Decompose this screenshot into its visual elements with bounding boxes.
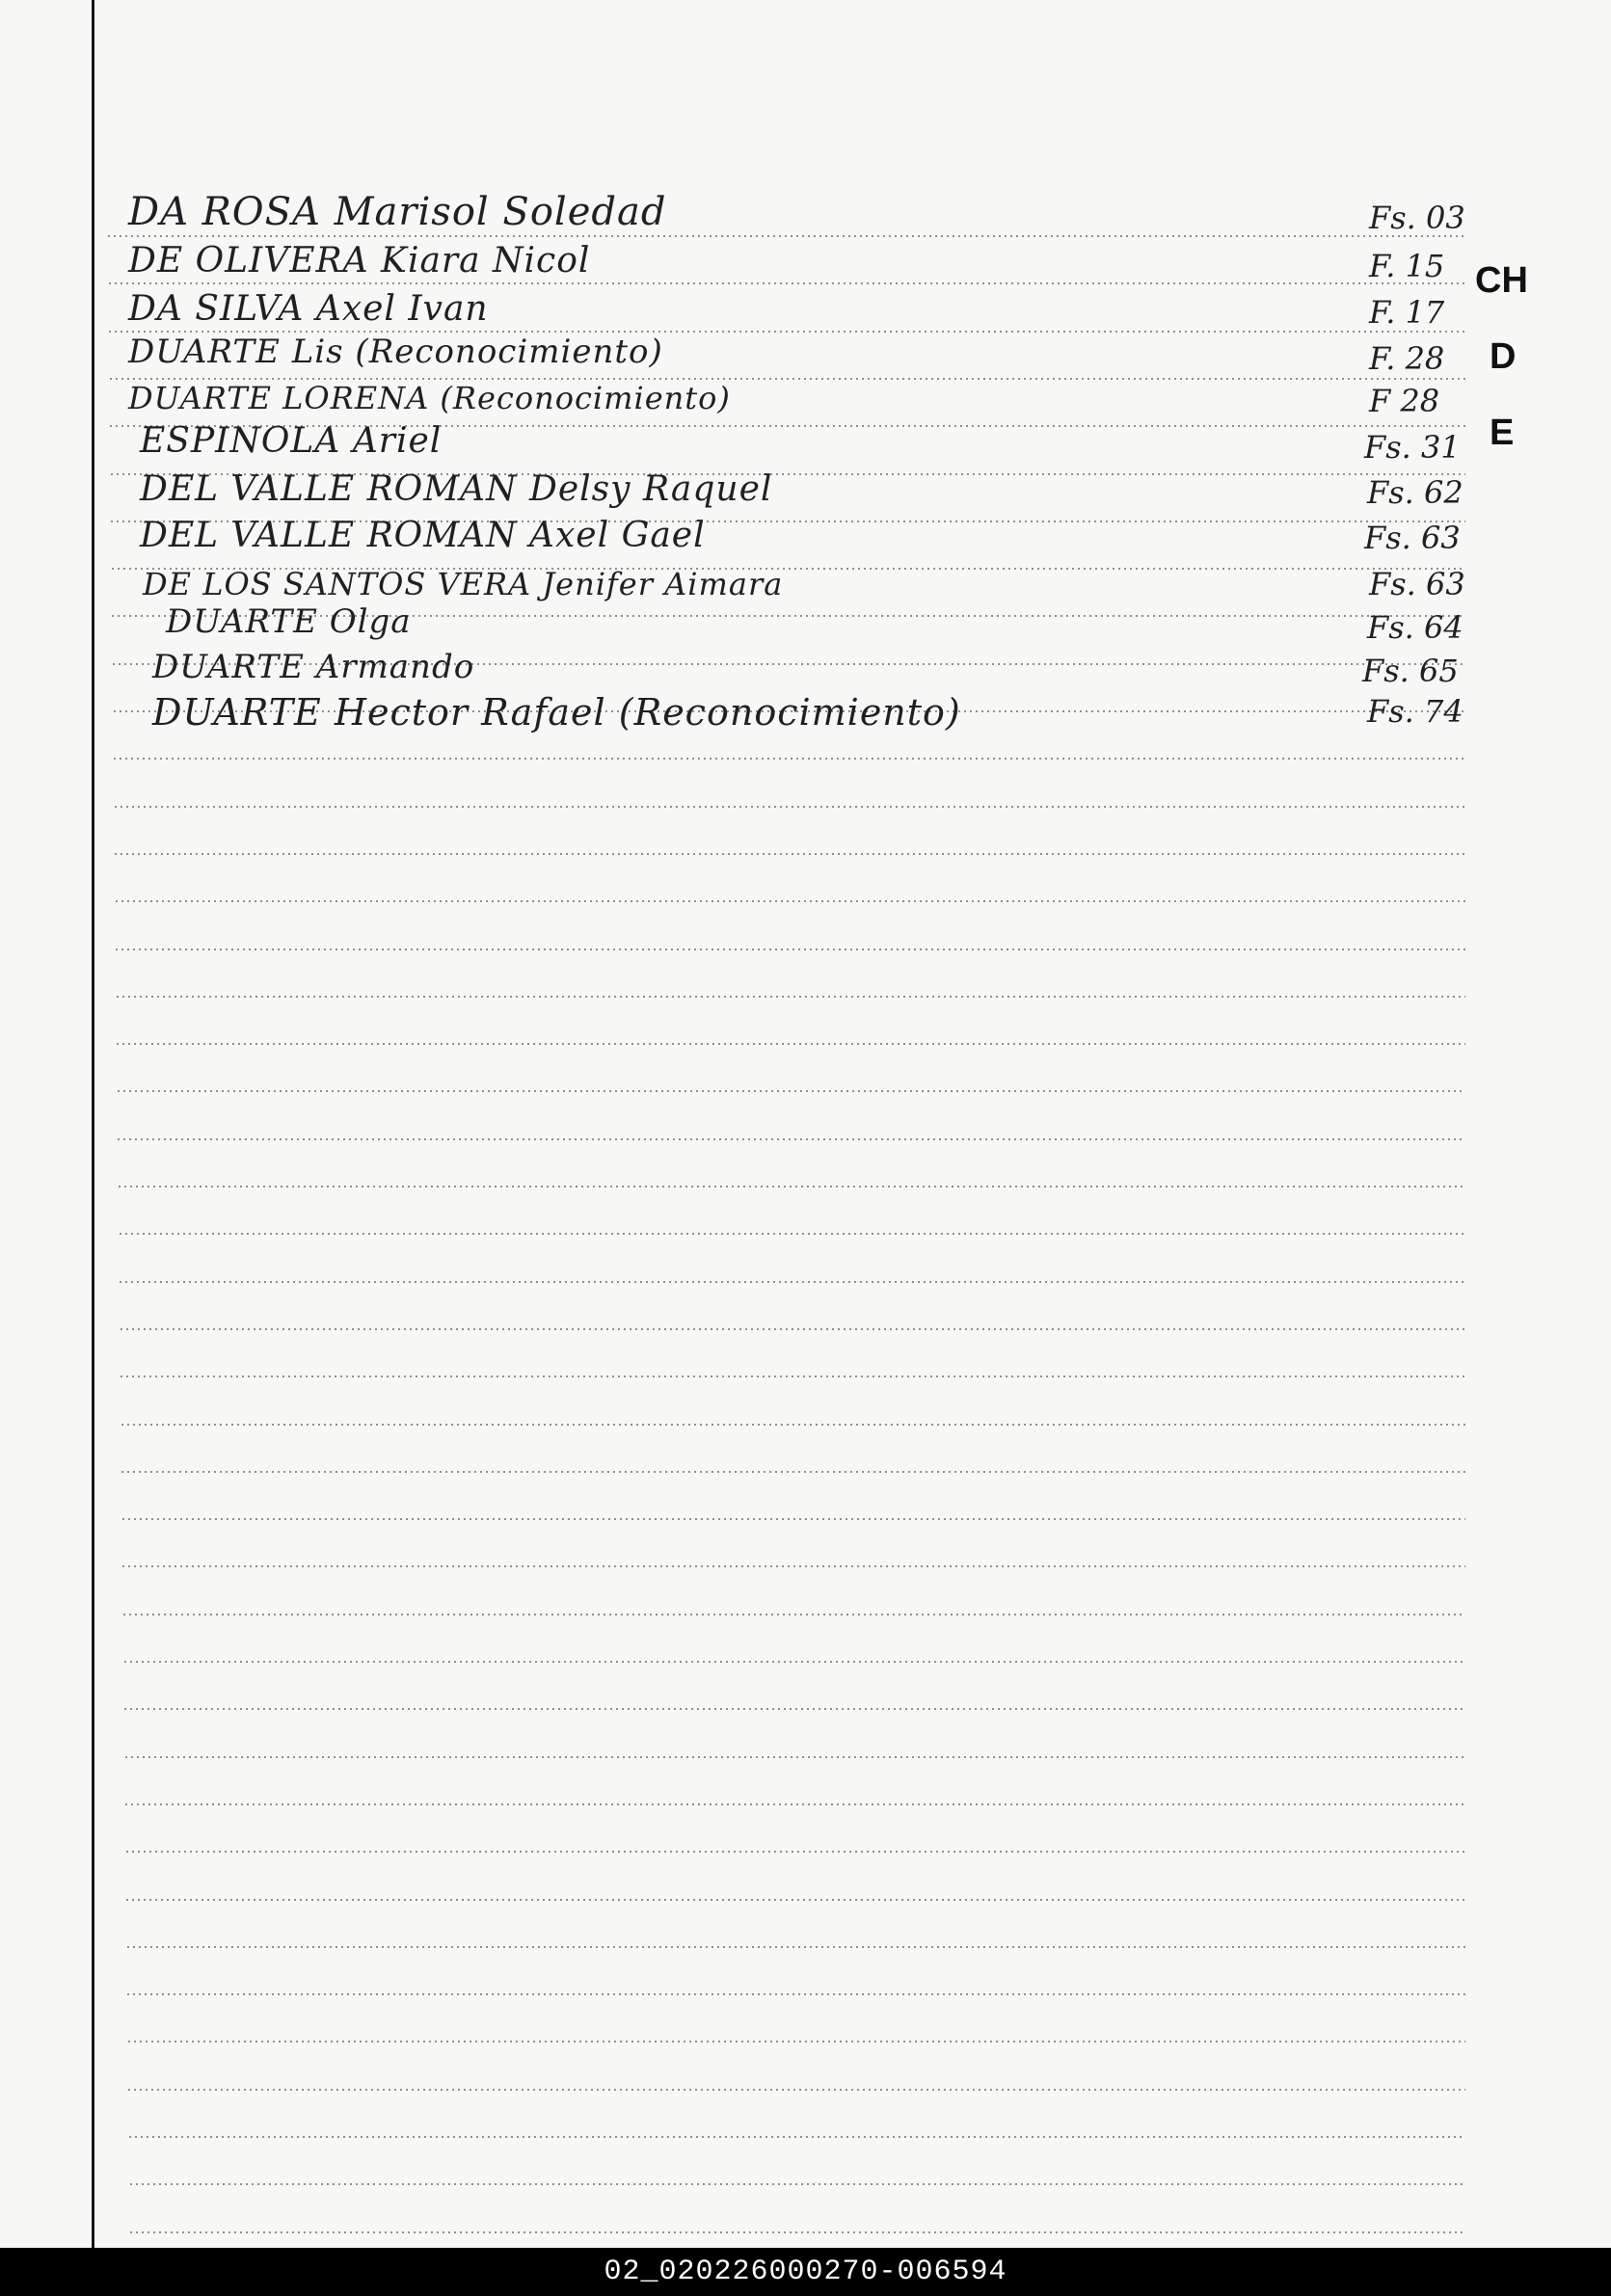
entry-name: DEL VALLE ROMAN Delsy Raquel <box>140 469 773 509</box>
entry-name: ESPINOLA Ariel <box>140 421 443 461</box>
footer-bar <box>0 2248 1611 2296</box>
entry-folio: Fs. 64 <box>1367 609 1463 646</box>
entry-folio: Fs. 63 <box>1364 520 1461 556</box>
entry-name: DA SILVA Axel Ivan <box>128 289 489 329</box>
entry-name: DE LOS SANTOS VERA Jenifer Aimara <box>143 566 784 602</box>
entry-folio: F 28 <box>1369 383 1440 419</box>
entry-name: DUARTE Hector Rafael (Reconocimiento) <box>152 691 961 734</box>
entry-folio: Fs. 65 <box>1362 653 1459 689</box>
index-tab-ch: CH <box>1475 260 1528 301</box>
entry-name: DUARTE Armando <box>152 648 475 686</box>
entry-folio: Fs. 62 <box>1367 474 1463 511</box>
entry-folio: F. 28 <box>1369 340 1445 377</box>
entry-folio: Fs. 03 <box>1369 200 1465 236</box>
entry-folio: Fs. 74 <box>1367 693 1463 730</box>
entry-folio: F. 15 <box>1369 248 1445 284</box>
entry-folio: Fs. 31 <box>1364 429 1461 466</box>
entry-name: DUARTE LORENA (Reconocimiento) <box>128 380 731 416</box>
entry-name: DUARTE Lis (Reconocimiento) <box>128 333 663 371</box>
entry-name: DE OLIVERA Kiara Nicol <box>128 241 591 280</box>
entry-name: DUARTE Olga <box>166 602 412 641</box>
margin-line <box>92 0 94 2248</box>
entry-folio: F. 17 <box>1369 294 1445 331</box>
document-id: 02_020226000270-006594 <box>604 2256 1007 2288</box>
index-tab-e: E <box>1490 413 1515 453</box>
index-tab-d: D <box>1490 336 1517 377</box>
entry-name: DA ROSA Marisol Soledad <box>128 190 667 234</box>
entry-folio: Fs. 63 <box>1369 566 1465 602</box>
entry-name: DEL VALLE ROMAN Axel Gael <box>140 516 706 555</box>
